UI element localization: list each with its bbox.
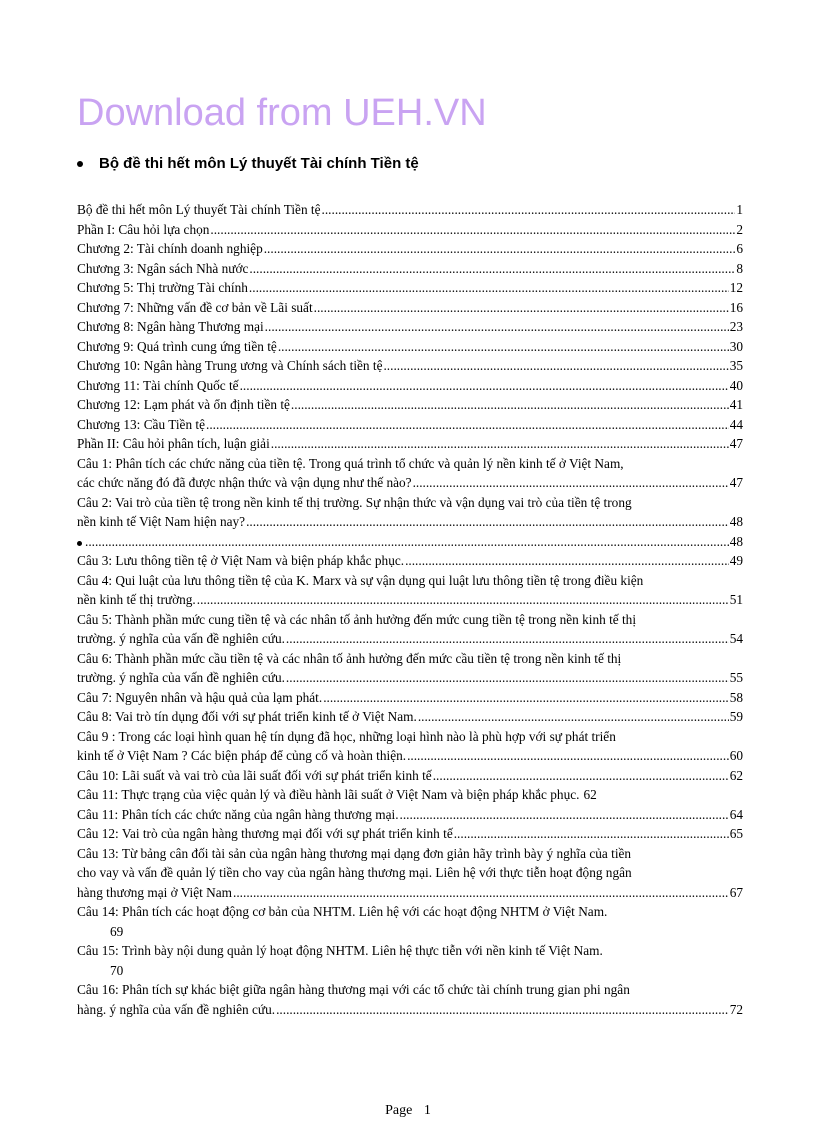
toc-entry[interactable] <box>77 395 743 415</box>
toc-entry-page: 65 <box>729 826 743 841</box>
toc-entry-page: 67 <box>729 884 743 900</box>
toc-entry-page: 47 <box>729 436 743 451</box>
toc-entry[interactable] <box>77 844 743 903</box>
toc-entry-page: 58 <box>729 689 743 705</box>
toc-entry-title: trường. ý nghĩa của vấn đề nghiên cứu. <box>77 631 285 646</box>
toc-entry-title: hàng thương mại ở Việt Nam <box>77 884 233 900</box>
dot-leader <box>405 551 729 571</box>
dot-leader <box>286 629 729 649</box>
toc-entry[interactable] <box>77 805 743 825</box>
dot-leader <box>454 824 729 844</box>
toc-entry-page: 8 <box>736 260 743 276</box>
toc-entry-page: 69 <box>110 923 124 939</box>
download-banner: Download from UEH.VN <box>77 92 487 134</box>
toc-entry-page: 6 <box>736 241 743 256</box>
toc-entry-title: Chương 10: Ngân hàng Trung ương và Chính sách tiền tệ <box>77 358 383 373</box>
toc-entry-page: 72 <box>729 1001 743 1017</box>
dot-leader <box>383 356 728 376</box>
dot-leader <box>240 376 729 396</box>
toc-entry[interactable] <box>77 298 743 318</box>
dot-leader <box>407 746 729 766</box>
toc-entry-title: Câu 5: Thành phần mức cung tiền tệ và các nhân tố ảnh hưởng đến mức cung tiền tệ trong nền kinh tế thị <box>77 611 637 627</box>
toc-entry-title: Chương 12: Lạm phát và ổn định tiền tệ <box>77 397 290 412</box>
toc-entry-title: Câu 10: Lãi suất và vai trò của lãi suất đối với sự phát triển kinh tế <box>77 767 432 783</box>
toc-entry-page: 48 <box>729 533 743 549</box>
bullet-icon <box>77 161 83 167</box>
toc-entry-page: 41 <box>729 397 743 412</box>
toc-entry[interactable] <box>77 259 743 279</box>
toc-entry[interactable] <box>77 532 743 552</box>
toc-entry[interactable] <box>77 337 743 357</box>
toc-entry[interactable] <box>77 980 743 1019</box>
footer-page-number: 1 <box>423 1103 431 1118</box>
toc-entry-title: Phần II: Câu hỏi phân tích, luận giải <box>77 436 270 451</box>
toc-entry-page: 62 <box>583 787 597 802</box>
dot-leader <box>413 473 729 493</box>
dot-leader <box>210 220 735 240</box>
dot-leader <box>276 1000 729 1020</box>
toc-entry-title: Chương 13: Cầu Tiền tệ <box>77 416 206 432</box>
toc-entry-title: Câu 7: Nguyên nhân và hậu quả của lạm phát. <box>77 689 323 705</box>
toc-entry[interactable] <box>77 785 743 805</box>
toc-entry[interactable] <box>77 356 743 376</box>
dot-leader <box>264 239 736 259</box>
toc-entry-title: Câu 16: Phân tích sự khác biệt giữa ngân hàng thương mại với các tổ chức tài chính trung gian phi ngân <box>77 982 630 997</box>
dot-leader <box>278 337 729 357</box>
heading-text: Bộ đề thi hết môn Lý thuyết Tài chính Tiền tệ <box>99 155 419 172</box>
toc-entry-title: Câu 3: Lưu thông tiền tệ ở Việt Nam và biện pháp khắc phục. <box>77 553 405 568</box>
toc-entry-page: 48 <box>729 514 743 529</box>
section-heading <box>77 155 419 172</box>
toc-entry[interactable] <box>77 415 743 435</box>
toc-entry-page: 47 <box>729 475 743 490</box>
toc-entry-title: Câu 15: Trình bày nội dung quản lý hoạt động NHTM. Liên hệ thực tiễn với nền kinh tế Việt Nam. <box>77 943 603 958</box>
toc-entry[interactable] <box>77 941 743 980</box>
toc-entry-page: 70 <box>110 962 124 978</box>
toc-entry-title: Chương 5: Thị trường Tài chính <box>77 280 248 295</box>
dot-leader <box>85 532 729 552</box>
toc-entry[interactable] <box>77 278 743 298</box>
toc-entry-page: 59 <box>729 709 743 724</box>
dot-leader <box>206 415 729 435</box>
toc-entry-page: 51 <box>729 592 743 607</box>
toc-entry[interactable] <box>77 200 743 220</box>
toc-entry-page: 1 <box>736 202 743 217</box>
dot-leader <box>433 766 729 786</box>
toc-entry-title: Câu 11: Phân tích các chức năng của ngân hàng thương mại. <box>77 806 399 822</box>
toc-entry-title: hàng. ý nghĩa của vấn đề nghiên cứu. <box>77 1001 276 1017</box>
toc-entry-title: Câu 1: Phân tích các chức năng của tiền tệ. Trong quá trình tổ chức và quản lý nền kinh tế ở Việt Nam, <box>77 455 624 471</box>
toc-entry[interactable] <box>77 239 743 259</box>
toc-entry-title: trường. ý nghĩa của vấn đề nghiên cứu. <box>77 670 285 685</box>
table-of-contents <box>77 200 743 1019</box>
toc-entry-page: 35 <box>729 358 743 373</box>
dot-leader <box>233 883 729 903</box>
toc-entry-page: 40 <box>729 377 743 393</box>
toc-entry-page: 54 <box>729 631 743 646</box>
dot-leader <box>322 200 736 220</box>
toc-entry-page: 2 <box>736 221 743 237</box>
dot-leader <box>271 434 729 454</box>
dot-leader <box>291 395 729 415</box>
toc-entry-page: 44 <box>729 416 743 432</box>
toc-entry-page: 64 <box>729 806 743 822</box>
toc-entry-title: Câu 13: Từ bảng cân đối tài sản của ngân hàng thương mại dạng đơn giản hãy trình bày ý nghĩa của tiền <box>77 845 632 861</box>
toc-entry[interactable] <box>77 824 743 844</box>
toc-entry-title: kinh tế ở Việt Nam ? Các biện pháp để củng cố và hoàn thiện. <box>77 748 407 763</box>
toc-entry[interactable] <box>77 571 743 610</box>
toc-entry-page: 60 <box>729 748 743 763</box>
toc-entry-page: 62 <box>729 767 743 783</box>
footer-label: Page <box>385 1103 413 1118</box>
toc-entry[interactable] <box>77 551 743 571</box>
toc-entry-title: Câu 6: Thành phần mức cầu tiền tệ và các nhân tố ảnh hưởng đến mức cầu tiền tệ trong nền kinh tế thị <box>77 650 622 666</box>
toc-entry-title: Câu 8: Vai trò tín dụng đối với sự phát triển kinh tế ở Việt Nam. <box>77 709 417 724</box>
toc-entry[interactable] <box>77 610 743 649</box>
toc-entry-page: 16 <box>729 299 743 315</box>
toc-entry-title: cho vay và vấn đề quản lý tiền cho vay của ngân hàng thương mại. Liên hệ với thực tiễn hoạt động ngân <box>77 865 632 880</box>
toc-entry-title: nền kinh tế thị trường. <box>77 592 196 607</box>
toc-entry[interactable] <box>77 649 743 688</box>
dot-leader <box>286 668 729 688</box>
toc-entry-title: Phần I: Câu hỏi lựa chọn <box>77 221 210 237</box>
toc-entry[interactable] <box>77 493 743 532</box>
toc-entry[interactable] <box>77 454 743 493</box>
toc-entry-title: Câu 4: Qui luật của lưu thông tiền tệ của K. Marx và sự vận dụng qui luật lưu thông tiền tệ trong điều kiện <box>77 572 644 588</box>
toc-entry-title: Câu 14: Phân tích các hoạt động cơ bản của NHTM. Liên hệ với các hoạt động NHTM ở Việt Nam. <box>77 904 608 919</box>
toc-entry-title: các chức năng đó đã được nhận thức và vận dụng như thế nào? <box>77 475 412 490</box>
toc-entry-title: Chương 2: Tài chính doanh nghiệp <box>77 241 263 256</box>
toc-entry-title: Câu 9 : Trong các loại hình quan hệ tín dụng đã học, những loại hình nào là phù hợp với sự phát triển <box>77 728 616 744</box>
toc-entry-title: Chương 3: Ngân sách Nhà nước <box>77 260 249 276</box>
toc-entry-title: Chương 7: Những vấn đề cơ bản về Lãi suất <box>77 299 313 315</box>
toc-entry-page: 55 <box>729 670 743 685</box>
toc-entry[interactable] <box>77 376 743 396</box>
toc-entry-page: 23 <box>729 319 743 334</box>
dot-leader <box>400 805 729 825</box>
toc-entry-page: 30 <box>729 338 743 354</box>
dot-leader <box>197 590 729 610</box>
toc-entry-title: Câu 2: Vai trò của tiền tệ trong nền kinh tế thị trường. Sự nhận thức và vận dụng vai trò của tiền tệ trong <box>77 494 632 510</box>
toc-entry[interactable] <box>77 317 743 337</box>
toc-entry[interactable] <box>77 707 743 727</box>
dot-leader <box>418 707 729 727</box>
toc-entry[interactable] <box>77 766 743 786</box>
toc-entry-title: Bộ đề thi hết môn Lý thuyết Tài chính Tiền tệ <box>77 202 321 217</box>
toc-entry-title: Chương 11: Tài chính Quốc tế <box>77 377 239 393</box>
toc-entry[interactable] <box>77 727 743 766</box>
bullet-icon <box>77 541 82 546</box>
dot-leader <box>249 278 729 298</box>
dot-leader <box>246 512 729 532</box>
toc-entry[interactable] <box>77 434 743 454</box>
toc-entry-page: 12 <box>729 280 743 295</box>
toc-entry-title: Chương 8: Ngân hàng Thương mại <box>77 319 264 334</box>
page-footer <box>0 1103 816 1119</box>
toc-entry-title: Câu 11: Thực trạng của việc quản lý và điều hành lãi suất ở Việt Nam và biện pháp khắc phục. <box>77 787 580 802</box>
dot-leader <box>249 259 735 279</box>
toc-entry-title: Câu 12: Vai trò của ngân hàng thương mại đối với sự phát triển kinh tế <box>77 826 453 841</box>
toc-entry[interactable] <box>77 688 743 708</box>
dot-leader <box>314 298 729 318</box>
dot-leader <box>323 688 729 708</box>
dot-leader <box>265 317 729 337</box>
toc-entry[interactable] <box>77 902 743 941</box>
toc-entry[interactable] <box>77 220 743 240</box>
toc-entry-page: 49 <box>729 553 743 568</box>
toc-entry-title: Chương 9: Quá trình cung ứng tiền tệ <box>77 338 277 354</box>
toc-entry-title: nền kinh tế Việt Nam hiện nay? <box>77 514 246 529</box>
